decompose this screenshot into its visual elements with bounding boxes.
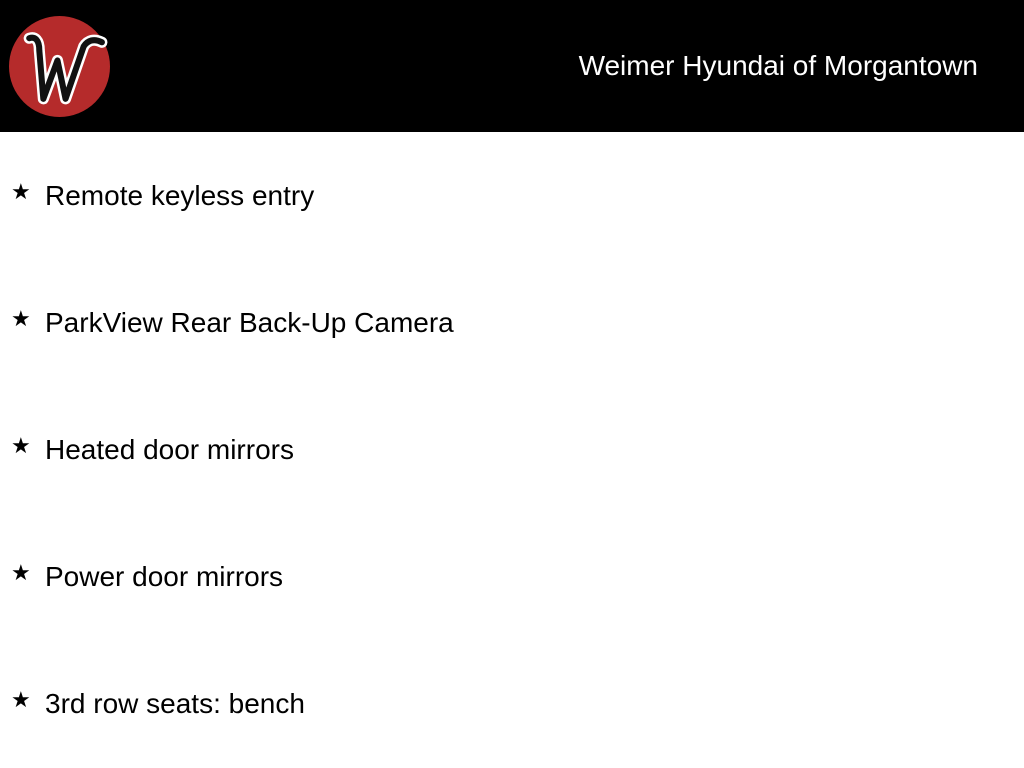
- star-icon: ★: [11, 687, 31, 712]
- dealer-logo-icon: [9, 16, 110, 117]
- list-item: [0, 513, 1024, 640]
- feature-label: ParkView Rear Back-Up Camera: [45, 307, 454, 338]
- feature-label: Power door mirrors: [45, 561, 284, 592]
- list-item: [0, 640, 1024, 767]
- feature-label: Heated door mirrors: [45, 434, 294, 465]
- feature-label: 3rd row seats: bench: [45, 688, 305, 719]
- page-header: [0, 0, 1024, 132]
- star-icon: ★: [11, 306, 31, 331]
- star-icon: ★: [11, 560, 31, 585]
- list-item: [0, 132, 1024, 259]
- list-item: [0, 386, 1024, 513]
- feature-label: Remote keyless entry: [45, 180, 315, 211]
- star-icon: ★: [11, 433, 31, 458]
- star-icon: ★: [11, 179, 31, 204]
- dealer-name: Weimer Hyundai of Morgantown: [578, 50, 978, 81]
- feature-list: [0, 132, 1024, 767]
- list-item: [0, 259, 1024, 386]
